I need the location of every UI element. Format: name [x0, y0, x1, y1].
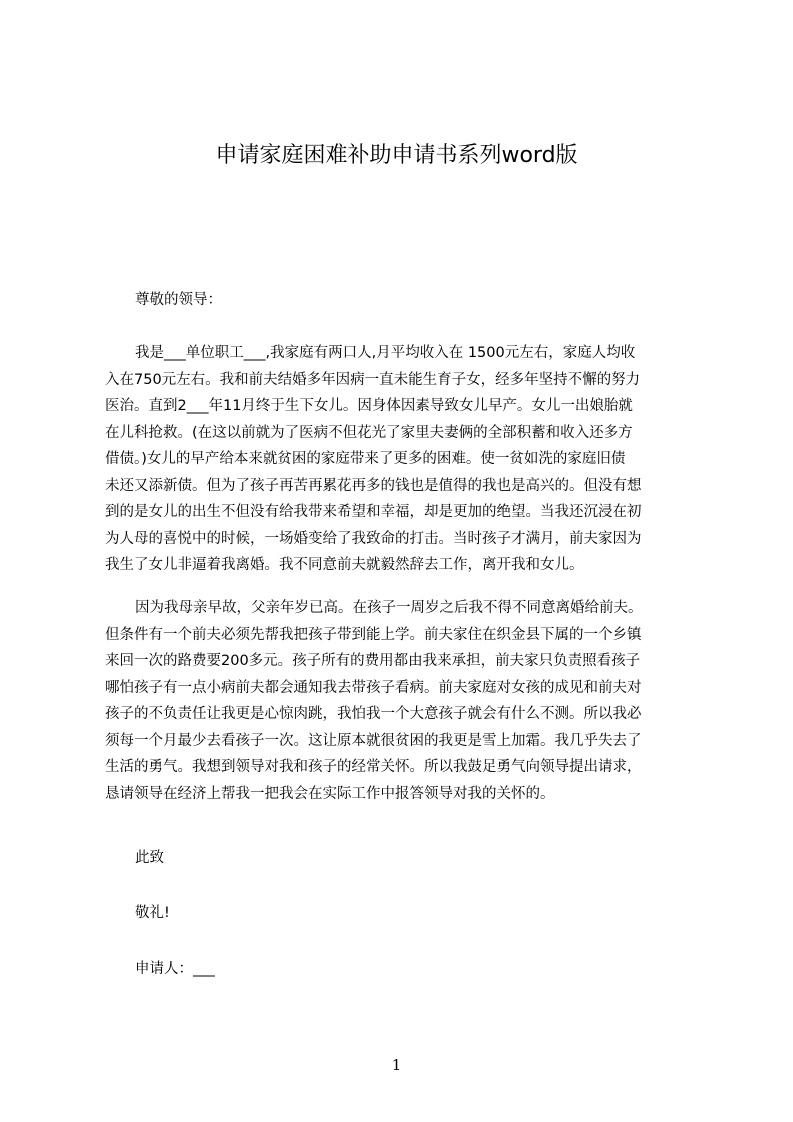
- closing-greeting: [105, 845, 713, 872]
- paragraph-line: 哪怕孩子有一点小病前夫都会通知我去带孩子看病。前夫家庭对女孩的成见和前夫对: [105, 679, 642, 696]
- paragraph-line: 我是___单位职工___,我家庭有两口人,月平均收入在 1500元左右，家庭人均收: [135, 345, 636, 361]
- paragraph-line: 恳请领导在经济上帮我一把我会在实际工作中报答领导对我的关怀的。: [105, 785, 555, 802]
- salutation: [105, 287, 713, 314]
- signature-text: 申请人：___: [135, 961, 215, 977]
- salutation-text: 尊敬的领导：: [135, 292, 222, 308]
- closing-text: 敬礼!: [135, 905, 170, 921]
- closing-salute: [105, 900, 713, 927]
- paragraph-line: 为人母的喜悦中的时候，一场婚变给了我致命的打击。当时孩子才满月，前夫家因为: [105, 530, 642, 547]
- paragraph-line: 孩子的不负责任让我更是心惊肉跳，我怕我一个大意孩子就会有什么不测。所以我必: [105, 706, 642, 722]
- paragraph-2: [105, 595, 713, 807]
- paragraph-line: 借债。)女儿的早产给本来就贫困的家庭带来了更多的困难。使一贫如洗的家庭旧债: [105, 451, 626, 467]
- signature-line: [105, 956, 713, 983]
- paragraph-line: 医治。直到2___年11月终于生下女儿。因身体因素导致女儿早产。女儿一出娘胎就: [105, 398, 633, 414]
- paragraph-line: 在儿科抢救。(在这以前就为了医病不但花光了家里夫妻俩的全部积蓄和收入还多方: [105, 424, 633, 441]
- paragraph-line: 来回一次的路费要200多元。孩子所有的费用都由我来承担，前夫家只负责照看孩子: [105, 653, 641, 669]
- page-title: 申请家庭困难补助申请书系列word版: [215, 143, 578, 168]
- paragraph-line: 生活的勇气。我想到领导对我和孩子的经常关怀。所以我鼓足勇气向领导提出请求，: [105, 759, 642, 775]
- closing-text: 此致: [135, 850, 164, 866]
- paragraph-line: 我生了女儿非逼着我离婚。我不同意前夫就毅然辞去工作，离开我和女儿。: [105, 557, 584, 573]
- paragraph-line: 到的是女儿的出生不但没有给我带来希望和幸福，却是更加的绝望。当我还沉浸在初: [105, 504, 642, 520]
- page-number: 1: [391, 1056, 402, 1074]
- paragraph-line: 未还又添新债。但为了孩子再苦再累花再多的钱也是值得的我也是高兴的。但没有想: [105, 477, 642, 494]
- paragraph-line: 须每一个月最少去看孩子一次。这让原本就很贫困的我更是雪上加霜。我几乎失去了: [105, 732, 642, 749]
- paragraph-line: 入在750元左右。我和前夫结婚多年因病一直未能生育子女，经多年坚持不懈的努力: [105, 371, 641, 388]
- paragraph-line: 但条件有一个前夫必须先帮我把孩子带到能上学。前夫家住在织金县下属的一个乡镇: [105, 626, 642, 643]
- paragraph-line: 因为我母亲早故，父亲年岁已高。在孩子一周岁之后我不得不同意离婚给前夫。: [135, 600, 643, 616]
- paragraph-1: [105, 340, 713, 579]
